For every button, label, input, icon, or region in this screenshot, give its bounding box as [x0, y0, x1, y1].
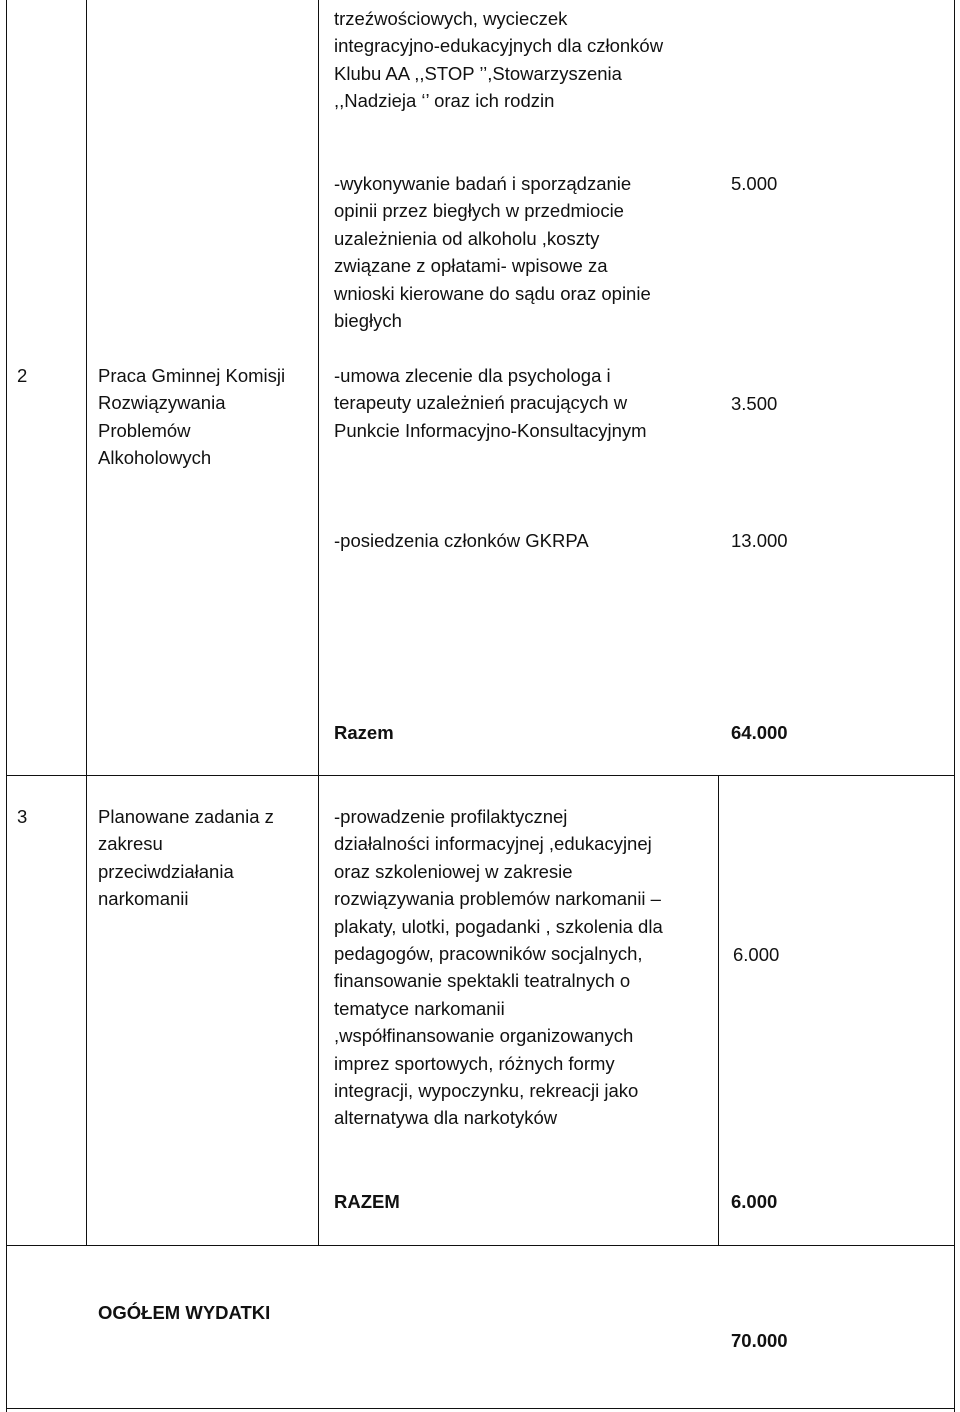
summary-amount: 70.000 [731, 1330, 788, 1351]
row2-total-label: Razem [334, 722, 394, 743]
summary-label: OGÓŁEM WYDATKI [98, 1302, 271, 1323]
row2-total-amount: 64.000 [731, 722, 788, 743]
row2-number: 2 [17, 365, 28, 386]
column-divider-2 [318, 0, 319, 1245]
row3-total-label: RAZEM [334, 1191, 400, 1212]
table-border-bottom [6, 1408, 955, 1409]
row2-item-1-amount: 5.000 [731, 173, 778, 194]
column-divider-1 [86, 0, 87, 1245]
row2-item-3-description: -posiedzenia członków GKRPA [334, 530, 589, 551]
table-border-right [954, 0, 955, 1412]
column-divider-3 [718, 775, 719, 1245]
row2-title: Praca Gminnej Komisji Rozwiązywania Problemów Alkoholowych [98, 365, 286, 469]
row3-description: -prowadzenie profilaktycznej działalności informacyjnej ,edukacyjnej oraz szkoleniowej w zakresie rozwiązywania problemów narkomanii – plakaty, ulotki, pogadanki , szkolenia dla pedagogów, pracowników socjalnych, finansowanie spektakli teatralnych o tematyce narkomanii ,współfinansowanie organizowanych imprez sportowych, różnych formy integracji, wypoczynku, rekreacji jako alternatywa dla narkotyków [334, 806, 663, 1129]
row2-item-3-amount: 13.000 [731, 530, 788, 551]
row3-total-amount: 6.000 [731, 1191, 778, 1212]
row2-item-2-amount: 3.500 [731, 393, 778, 414]
row3-amount: 6.000 [733, 944, 780, 965]
row-divider-1 [6, 775, 955, 776]
table-border-left [6, 0, 7, 1412]
row2-item-2-description: -umowa zlecenie dla psychologa i terapeuty uzależnień pracujących w Punkcie Informacyjno-Konsultacyjnym [334, 365, 647, 441]
row3-number: 3 [17, 806, 28, 827]
row2-item-1-description: -wykonywanie badań i sporządzanie opinii przez biegłych w przedmiocie uzależnienia od alkoholu ,koszty związane z opłatami- wpisowe za wnioski kierowane do sądu oraz opinie biegłych [334, 173, 651, 332]
row-divider-2 [6, 1245, 955, 1246]
row1-description: trzeźwościowych, wycieczek integracyjno-edukacyjnych dla członków Klubu AA ,,STOP ’’,Stowarzyszenia ,,Nadzieja ‘’ oraz ich rodzin [334, 8, 664, 112]
row3-title: Planowane zadania z zakresu przeciwdziałania narkomanii [98, 806, 274, 910]
